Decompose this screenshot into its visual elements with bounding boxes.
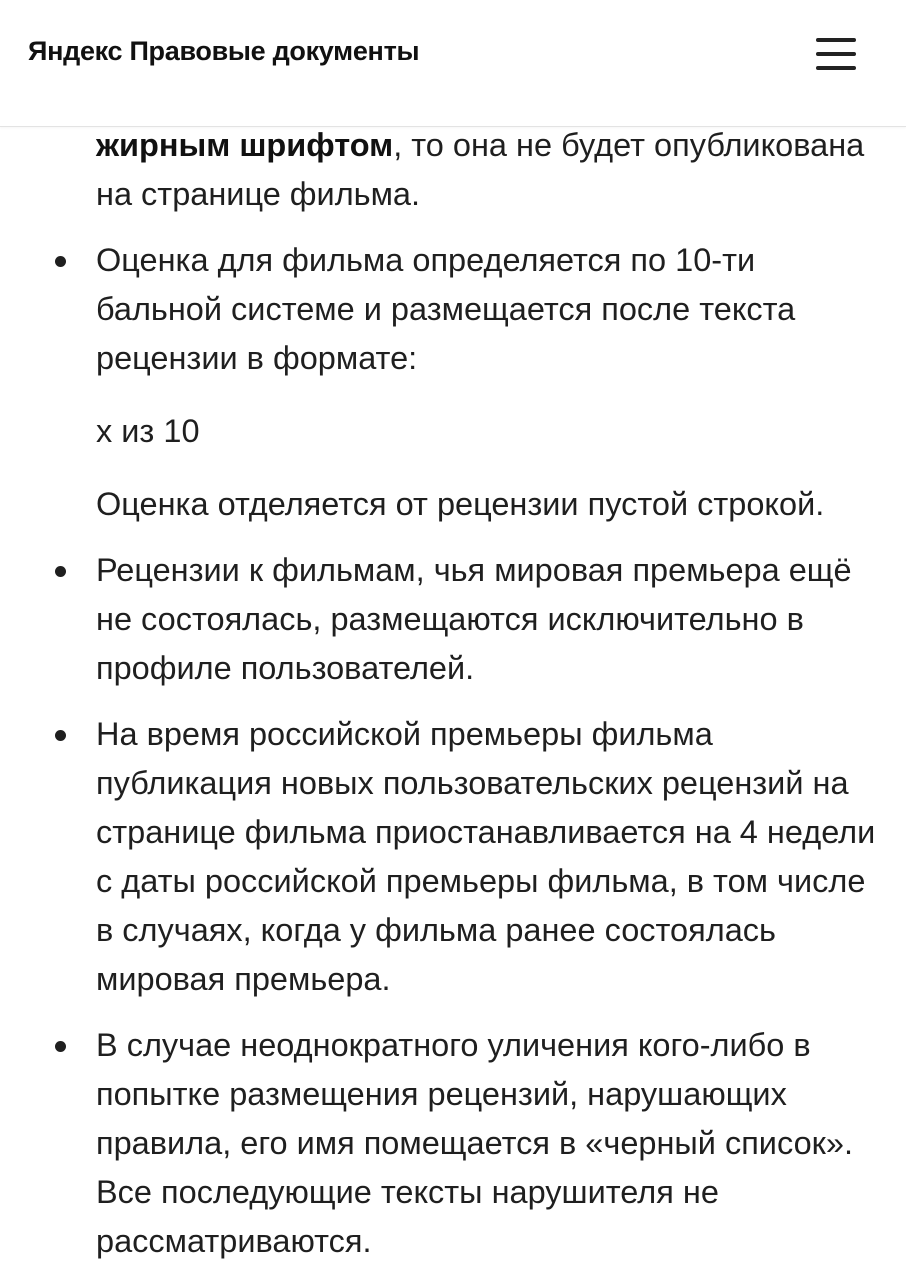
list-item (0, 1021, 906, 1266)
menu-bar-bottom (816, 66, 856, 70)
menu-bar-top (816, 38, 856, 42)
rules-list (0, 236, 906, 1266)
document-content (0, 121, 906, 1266)
list-item (0, 710, 906, 1004)
continuation-rest: , то она не будет опубликована на странице фильма. (96, 127, 865, 212)
list-item (0, 546, 906, 693)
list-item-text: В случае неоднократного уличения кого-либо в попытке размещения рецензий, нарушающих правила, его имя помещается в «черный список». Все последующие тексты нарушителя не рассматриваются. (96, 1027, 853, 1259)
continuation-text (0, 121, 906, 219)
bullet-icon (55, 566, 66, 577)
app-header (0, 0, 906, 127)
list-item-text: Рецензии к фильмам, чья мировая премьера ещё не состоялась, размещаются исключительно в профиле пользователей. (96, 552, 852, 686)
list-item-text: На время российской премьеры фильма публикация новых пользовательских рецензий на странице фильма приостанавливается на 4 недели с даты российской премьеры фильма, в том числе в случаях, когда у фильма ранее состоялась мировая премьера. (96, 716, 876, 997)
list-item-text: Оценка отделяется от рецензии пустой строкой. (96, 486, 825, 522)
list-item-text: Оценка для фильма определяется по 10-ти бальной системе и размещается после текста рецензии в формате: (96, 242, 796, 376)
score-format-example: x из 10 (96, 413, 200, 449)
bold-text: жирным шрифтом (96, 127, 394, 163)
menu-bar-middle (816, 52, 856, 56)
bullet-icon (55, 256, 66, 267)
hamburger-menu-icon[interactable] (808, 30, 864, 78)
list-item (0, 236, 906, 529)
bullet-icon (55, 730, 66, 741)
bullet-icon (55, 1041, 66, 1052)
page-title[interactable]: Яндекс Правовые документы (28, 36, 420, 66)
